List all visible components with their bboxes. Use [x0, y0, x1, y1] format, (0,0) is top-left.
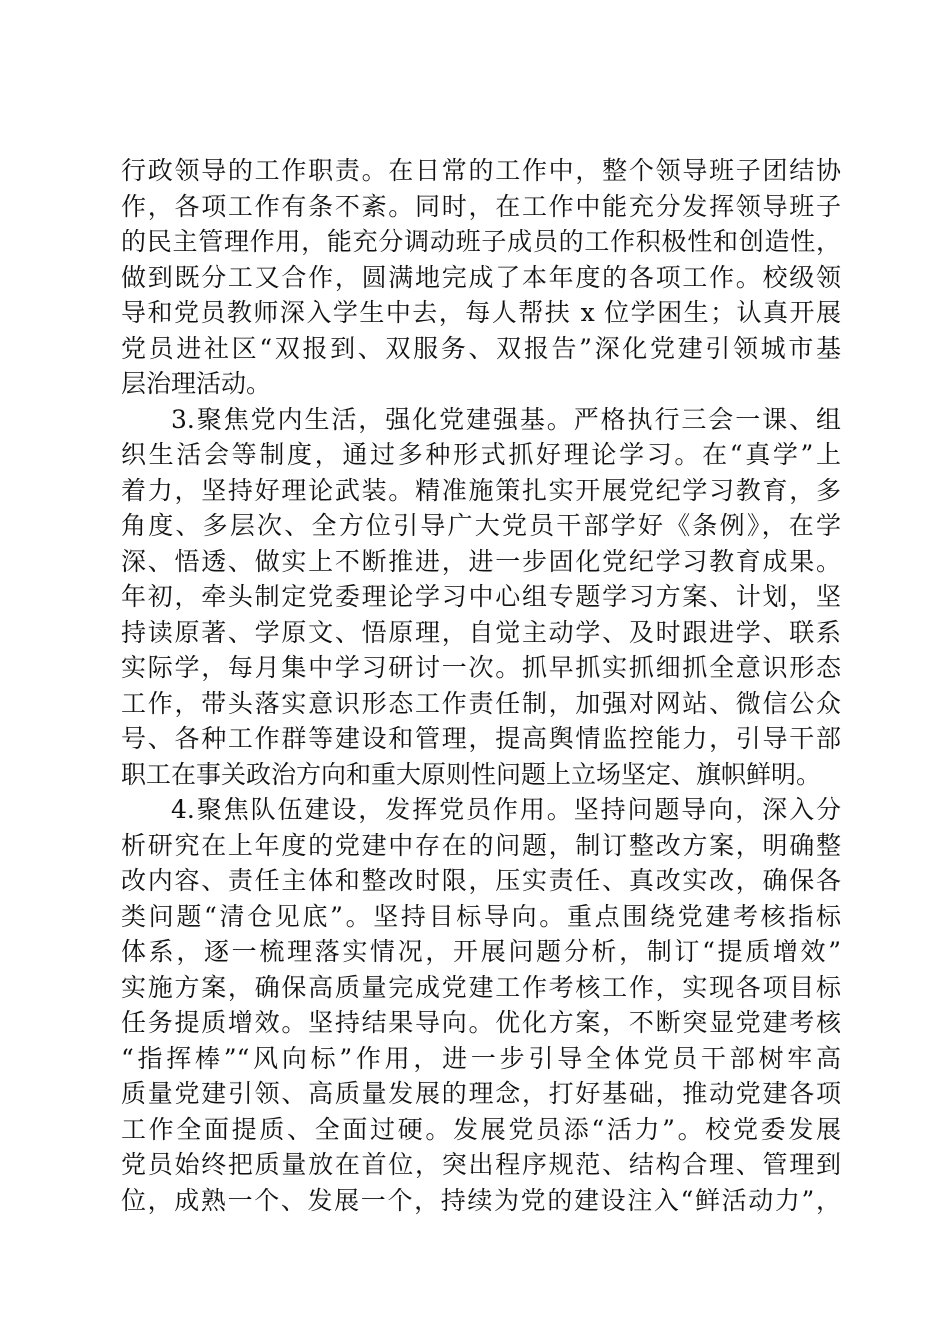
text-line: 职工在事关政治方向和重大原则性问题上立场坚定、旗帜鲜明。 [121, 759, 822, 789]
text-line: 工作，带头落实意识形态工作责任制，加强对网站、微信公众 [121, 688, 841, 718]
text-line: 深、悟透、做实上不断推进，进一步固化党纪学习教育成果。 [121, 546, 841, 576]
text-line: 析研究在上年度的党建中存在的问题，制订整改方案，明确整 [121, 830, 841, 860]
text-line: 任务提质增效。坚持结果导向。优化方案，不断突显党建考核 [121, 1008, 841, 1037]
text-line: 党员始终把质量放在首位，突出程序规范、结构合理、管理到 [121, 1150, 841, 1179]
text-line: 年初，牵头制定党委理论学习中心组专题学习方案、计划，坚 [121, 582, 841, 611]
text-line: 质量党建引领、高质量发展的理念，打好基础，推动党建各项 [121, 1079, 841, 1108]
text-line: 改内容、责任主体和整改时限，压实责任、真改实改，确保各 [121, 866, 841, 895]
text-line: 实施方案，确保高质量完成党建工作考核工作，实现各项目标 [121, 972, 841, 1002]
text-line: 类问题“清仓见底”。坚持目标导向。重点围绕党建考核指标 [121, 901, 841, 931]
text-line: 着力，坚持好理论武装。精准施策扎实开展党纪学习教育，多 [121, 475, 841, 505]
text-line: 体系，逐一梳理落实情况，开展问题分析，制订“提质增效” [121, 937, 841, 966]
text-line: 层治理活动。 [121, 369, 272, 398]
text-line: 作，各项工作有条不紊。同时，在工作中能充分发挥领导班子 [121, 191, 841, 221]
text-line: 持读原著、学原文、悟原理，自觉主动学、及时跟进学、联系 [121, 617, 841, 647]
text-line: 党员进社区“双报到、双服务、双报告”深化党建引领城市基 [121, 333, 841, 363]
document-body [121, 153, 841, 1218]
text-line: 号、各种工作群等建设和管理，提高舆情监控能力，引导干部 [121, 724, 841, 753]
text-line: 工作全面提质、全面过硬。发展党员添“活力”。校党委发展 [121, 1114, 841, 1144]
text-line: 行政领导的工作职责。在日常的工作中，整个领导班子团结协 [121, 156, 841, 185]
text-line: 导和党员教师深入学生中去，每人帮扶 x 位学困生；认真开展 [121, 298, 841, 327]
paragraph-3-heading-line: 3.聚焦党内生活，强化党建强基。严格执行三会一课、组 [171, 404, 841, 434]
paragraph-4-heading-line: 4.聚焦队伍建设，发挥党员作用。坚持问题导向，深入分 [171, 795, 841, 824]
text-line: 织生活会等制度，通过多种形式抓好理论学习。在“真学”上 [121, 440, 841, 469]
text-line: 的民主管理作用，能充分调动班子成员的工作积极性和创造性， [121, 227, 841, 256]
text-line: 实际学，每月集中学习研讨一次。抓早抓实抓细抓全意识形态 [121, 653, 841, 682]
text-line: 位，成熟一个、发展一个，持续为党的建设注入“鲜活动力”， [121, 1185, 841, 1215]
text-line: 做到既分工又合作，圆满地完成了本年度的各项工作。校级领 [121, 262, 841, 292]
text-line: 角度、多层次、全方位引导广大党员干部学好《条例》，在学 [121, 511, 841, 540]
text-line: “指挥棒”“风向标”作用，进一步引导全体党员干部树牢高 [121, 1043, 841, 1073]
